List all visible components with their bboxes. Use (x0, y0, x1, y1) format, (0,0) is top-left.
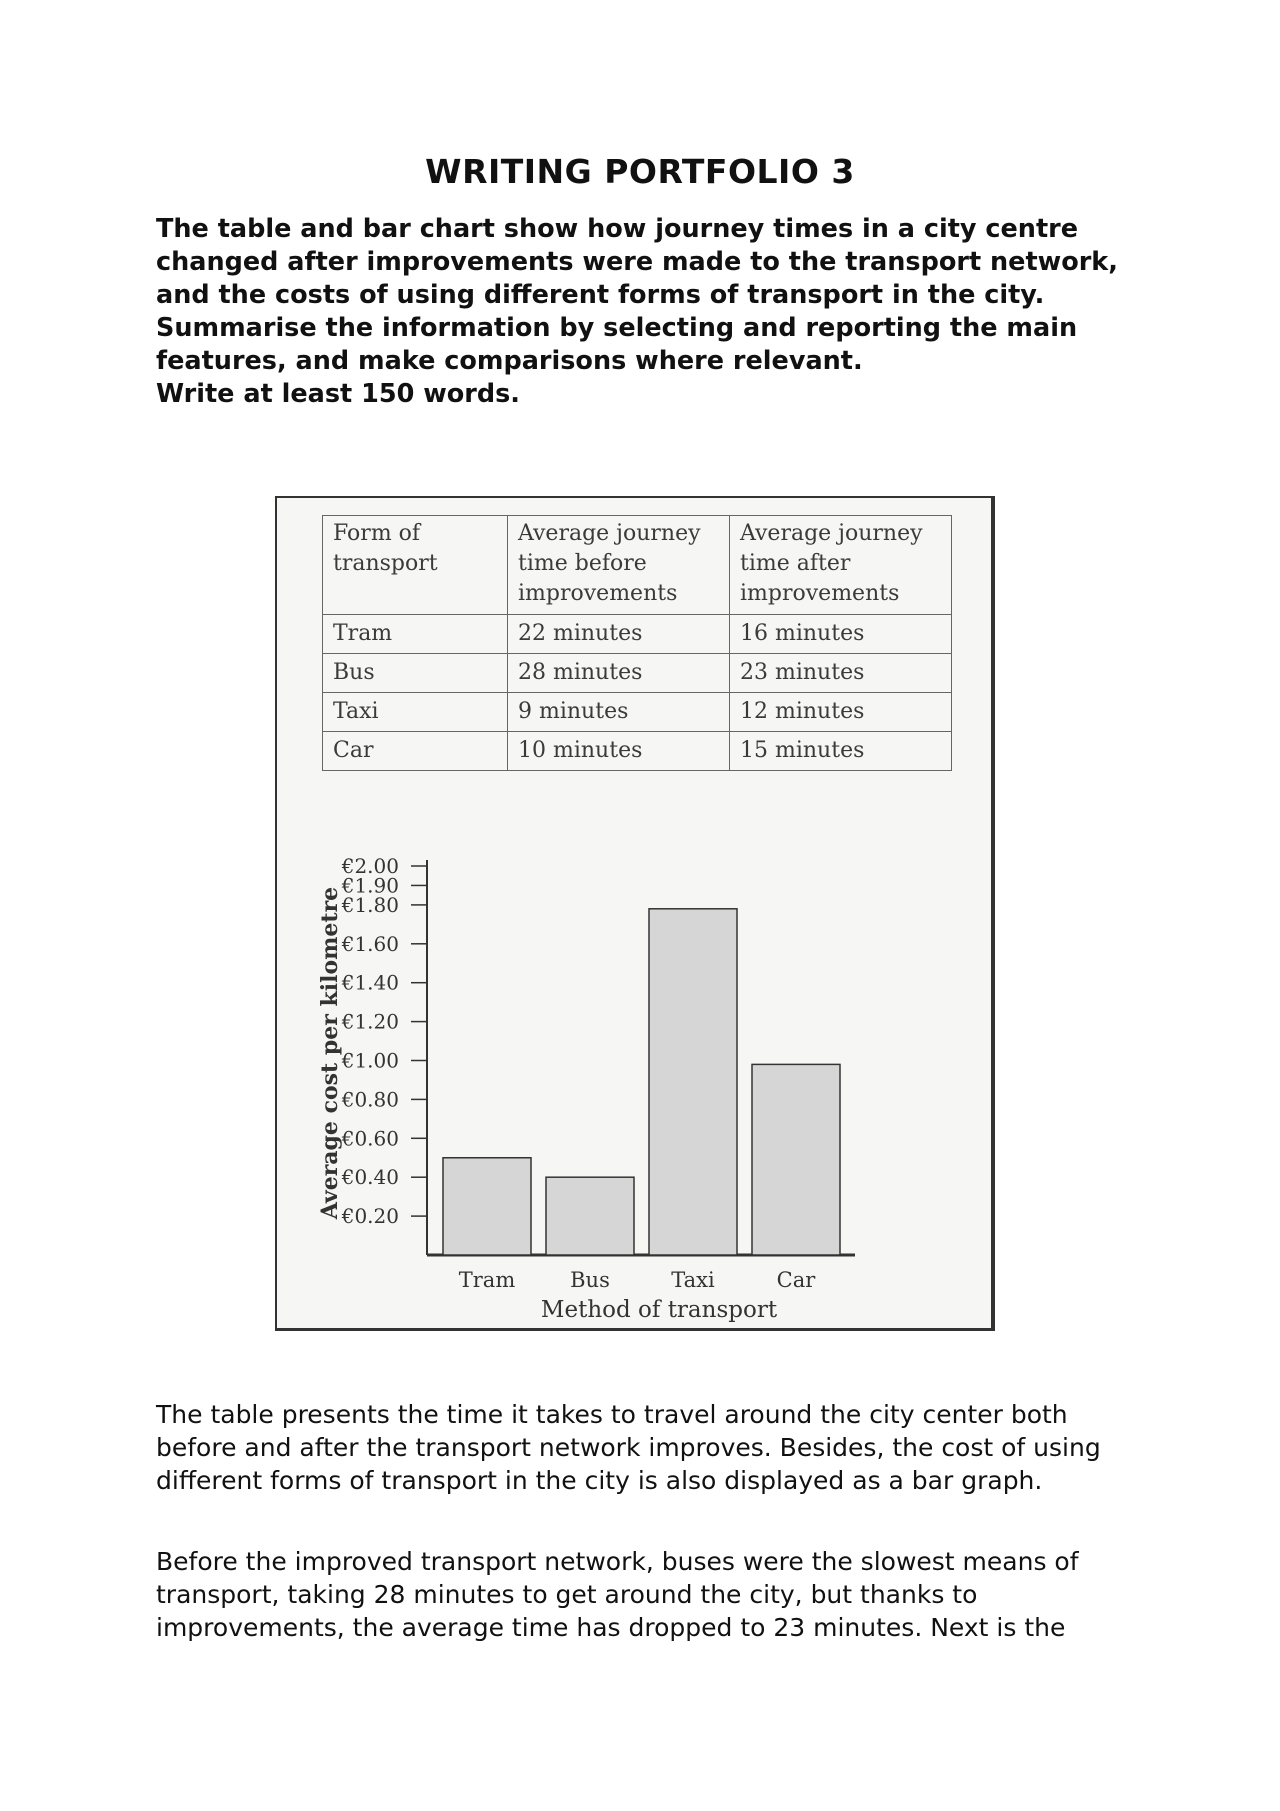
table-cell: Taxi (323, 693, 508, 732)
prompt-line: Write at least 150 words. (156, 379, 520, 409)
prompt-line: The table and bar chart show how journey times in a city centre changed after improvements were made to the transport network, and the costs of using different forms of transport in the city. (156, 214, 1118, 310)
y-tick-label: €1.00 (341, 1048, 399, 1073)
y-tick-label: €0.60 (341, 1126, 399, 1151)
prompt-line: Summarise the information by selecting and reporting the main features, and make comparisons where relevant. (156, 313, 1078, 376)
x-tick-label: Tram (458, 1268, 516, 1292)
y-tick-label: €1.60 (341, 931, 399, 956)
table-header-row (323, 516, 952, 615)
table-header: Form of transport (323, 516, 508, 615)
table-cell: 12 minutes (730, 693, 952, 732)
figure-panel (275, 496, 995, 1331)
x-tick-label: Car (776, 1268, 816, 1292)
bar-bus (546, 1177, 634, 1255)
journey-time-table (322, 515, 952, 771)
y-tick-label: €1.90 (341, 873, 399, 898)
y-tick-label: €0.80 (341, 1087, 399, 1112)
table-cell: Tram (323, 615, 508, 654)
y-tick-label: €1.80 (341, 892, 399, 917)
x-axis-title: Method of transport (540, 1297, 778, 1323)
table-cell: 10 minutes (508, 732, 730, 771)
table-row (323, 615, 952, 654)
table-header: Average journey time before improvements (508, 516, 730, 615)
y-tick-label: €0.20 (341, 1204, 399, 1229)
bar-car (752, 1064, 840, 1255)
answer-paragraph: The table presents the time it takes to travel around the city center both before and after the transport network improves. Besides, the cost of using different forms of transport in the city is also displayed as a bar graph. (156, 1400, 1101, 1495)
table-cell: 28 minutes (508, 654, 730, 693)
y-axis-title: Average cost per kilometre (317, 886, 343, 1220)
x-tick-label: Taxi (671, 1268, 715, 1292)
y-tick-label: €1.20 (341, 1009, 399, 1034)
table-header: Average journey time after improvements (730, 516, 952, 615)
table-cell: 9 minutes (508, 693, 730, 732)
y-tick-label: €1.40 (341, 970, 399, 995)
bar-tram (443, 1158, 531, 1255)
cost-bar-chart (277, 778, 991, 1328)
x-tick-label: Bus (570, 1268, 610, 1292)
table-row (323, 732, 952, 771)
table-row (323, 654, 952, 693)
table-cell: 16 minutes (730, 615, 952, 654)
table-cell: 23 minutes (730, 654, 952, 693)
table-cell: 22 minutes (508, 615, 730, 654)
table-cell: Car (323, 732, 508, 771)
table-cell: 15 minutes (730, 732, 952, 771)
task-prompt (156, 213, 1146, 411)
table-row (323, 693, 952, 732)
answer-paragraph: Before the improved transport network, buses were the slowest means of transport, taking 28 minutes to get around the city, but thanks to improvements, the average time has dropped to 23 minutes. Next is the (156, 1547, 1079, 1642)
y-tick-label: €2.00 (341, 854, 399, 878)
y-tick-label: €0.40 (341, 1165, 399, 1190)
page-title: WRITING PORTFOLIO 3 (425, 152, 855, 191)
bar-taxi (649, 909, 737, 1255)
table-cell: Bus (323, 654, 508, 693)
